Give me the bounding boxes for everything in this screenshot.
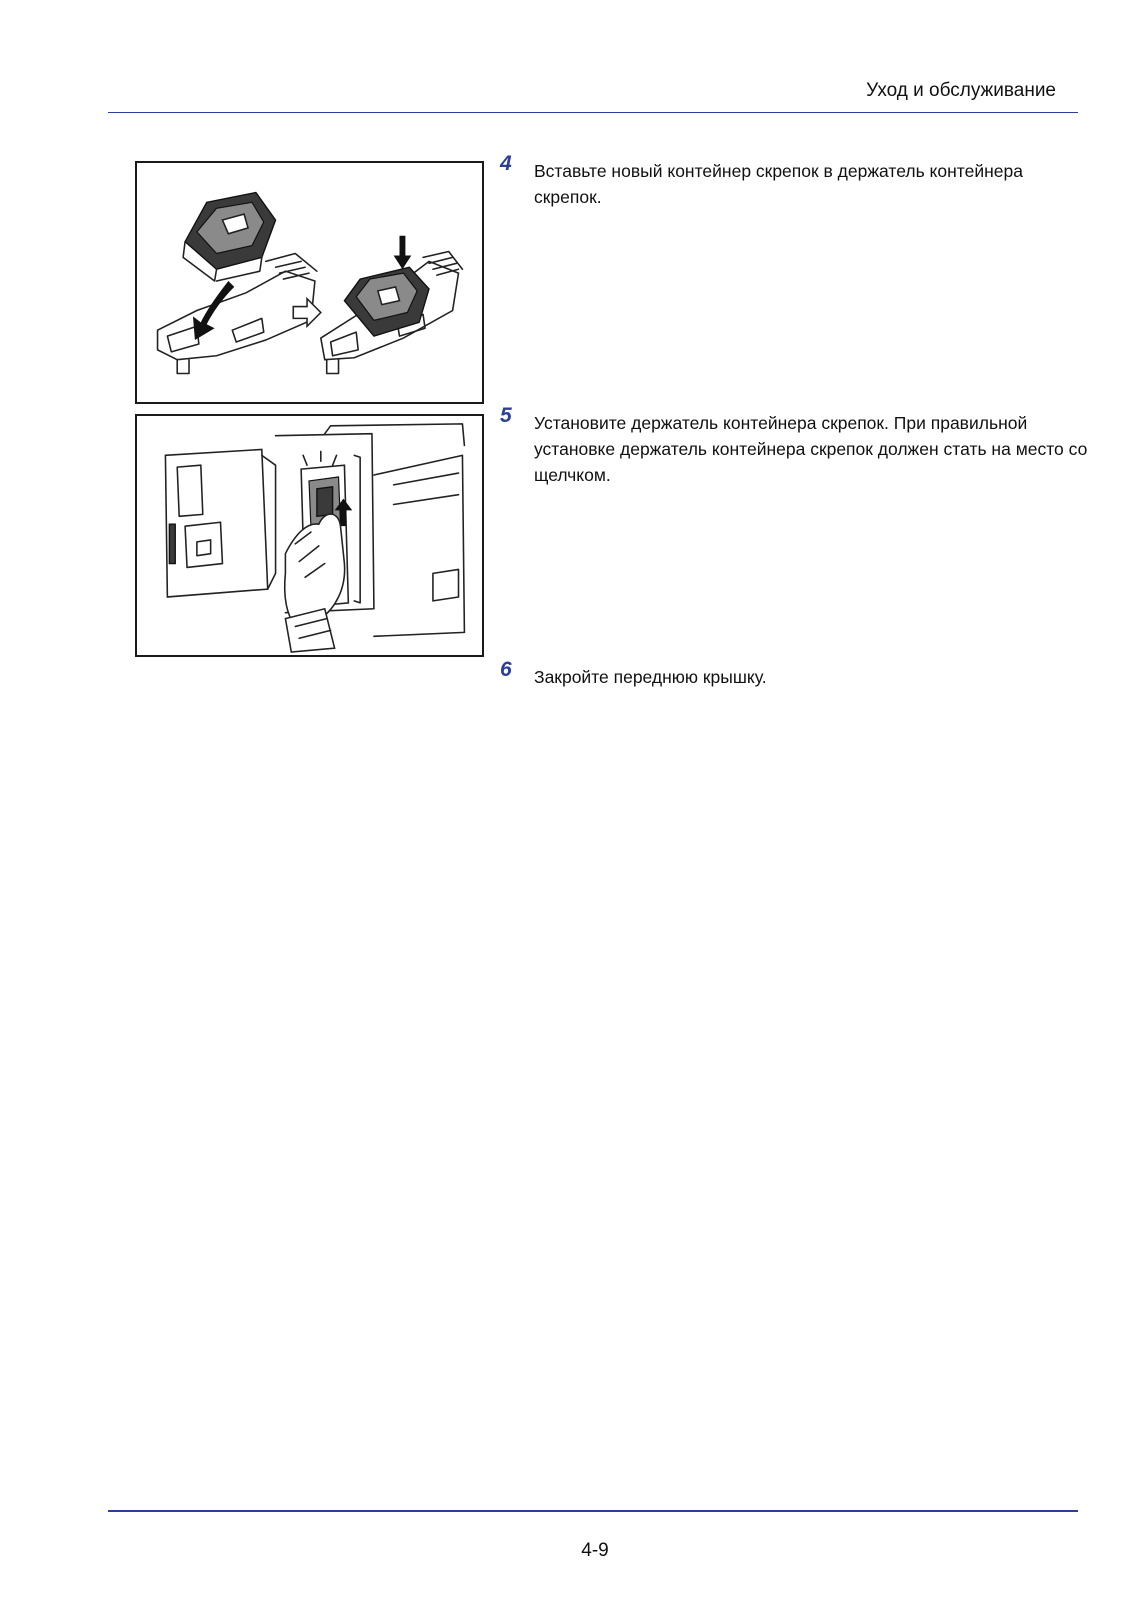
- header-rule: [108, 112, 1078, 113]
- page-number: 4-9: [581, 1540, 609, 1561]
- step-number: 4: [500, 152, 512, 175]
- finisher-front-cover: [165, 449, 275, 597]
- figure-insert-staple-cartridge: [135, 161, 484, 404]
- step-text: Закройте переднюю крышку.: [534, 667, 767, 687]
- section-title: Уход и обслуживание: [866, 80, 1056, 101]
- click-marks-icon: [303, 451, 336, 465]
- step-text: Вставьте новый контейнер скрепок в держатель контейнера скрепок.: [534, 161, 1024, 207]
- step-text: Установите держатель контейнера скрепок. При правильной установке держатель контейнера скрепок должен стать на место со щелчком.: [534, 413, 1088, 485]
- step-number: 6: [500, 658, 512, 681]
- hand-illustration: [285, 514, 345, 652]
- step-number: 5: [500, 404, 512, 427]
- install-holder-illustration: [137, 416, 482, 655]
- down-arrow-icon: [394, 236, 412, 269]
- figure-install-holder: [135, 414, 484, 657]
- staple-cartridge-left: [183, 193, 275, 282]
- footer-rule: [108, 1510, 1078, 1512]
- staple-cartridge-illustration: [137, 163, 482, 402]
